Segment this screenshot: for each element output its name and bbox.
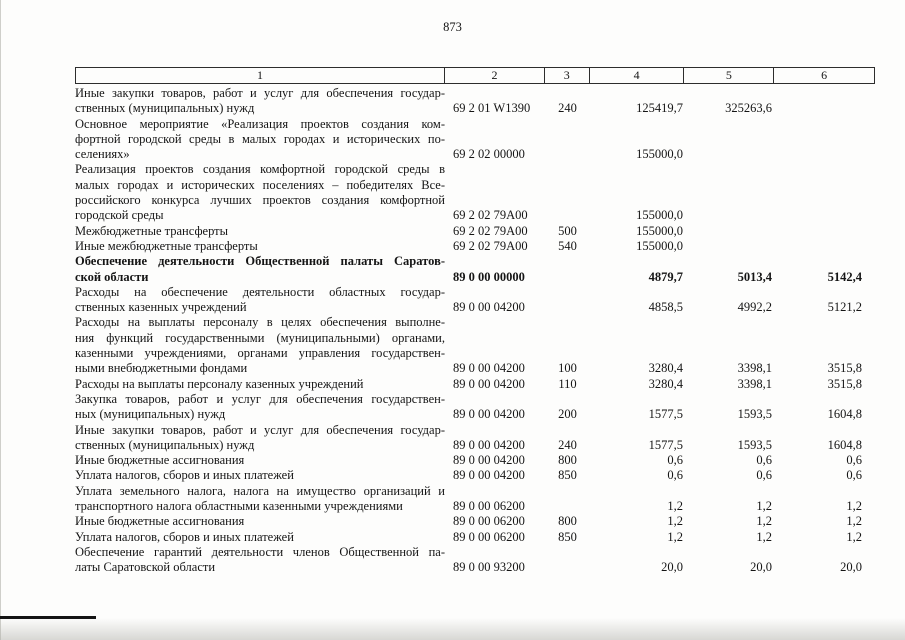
cell-name: Уплата земельного налога, налога на имущество организаций и транспортного налога областными казенными учреждениями bbox=[75, 483, 445, 514]
cell-amount-2: 0,6 bbox=[756, 468, 772, 483]
cell-target-code: 89 0 00 04200 bbox=[453, 361, 525, 376]
cell-name: Иные закупки товаров, работ и услуг для обеспечения государ- ственных (муниципальных) нужд bbox=[75, 86, 445, 116]
cell-amount-1: 4879,7 bbox=[648, 269, 683, 284]
cell-name: Уплата налогов, сборов и иных платежей bbox=[75, 468, 294, 483]
table-row bbox=[75, 468, 875, 483]
cell-amount-1: 155000,0 bbox=[636, 147, 683, 162]
cell-name: Межбюджетные трансферты bbox=[75, 223, 229, 238]
cell-expense-kind: 800 bbox=[558, 514, 577, 529]
cell-target-code: 69 2 01 W1390 bbox=[453, 101, 531, 116]
cell-target-code: 69 2 02 79A00 bbox=[453, 223, 528, 238]
table-row bbox=[75, 453, 875, 468]
table-row bbox=[75, 254, 875, 285]
cell-expense-kind: 850 bbox=[558, 468, 577, 483]
cell-expense-kind: 200 bbox=[558, 407, 577, 422]
column-header-3: 3 bbox=[545, 68, 590, 83]
cell-expense-kind: 110 bbox=[558, 376, 577, 391]
cell-amount-3: 0,6 bbox=[846, 468, 862, 483]
cell-target-code: 89 0 00 06200 bbox=[453, 529, 525, 544]
cell-amount-2: 0,6 bbox=[756, 453, 772, 468]
cell-target-code: 89 0 00 04200 bbox=[453, 437, 525, 452]
cell-amount-1: 1,2 bbox=[667, 499, 683, 514]
table-header-row bbox=[75, 67, 875, 84]
cell-target-code: 89 0 00 04200 bbox=[453, 300, 525, 315]
cell-amount-3: 20,0 bbox=[840, 560, 862, 575]
table-row bbox=[75, 285, 875, 316]
cell-target-code: 89 0 00 06200 bbox=[453, 514, 525, 529]
column-header-1: 1 bbox=[76, 68, 445, 83]
column-header-6: 6 bbox=[821, 68, 828, 82]
cell-amount-2: 20,0 bbox=[750, 560, 772, 575]
scan-bottom-shade bbox=[0, 618, 905, 640]
table-body bbox=[75, 84, 875, 576]
cell-amount-1: 3280,4 bbox=[648, 376, 683, 391]
cell-name: Иные бюджетные ассигнования bbox=[75, 453, 245, 468]
cell-amount-1: 155000,0 bbox=[636, 223, 683, 238]
table-row bbox=[75, 484, 875, 515]
table-row bbox=[75, 162, 875, 223]
cell-expense-kind: 240 bbox=[558, 101, 577, 116]
cell-amount-1: 125419,7 bbox=[636, 101, 683, 116]
cell-target-code: 89 0 00 04200 bbox=[453, 376, 525, 391]
cell-name: Расходы на выплаты персоналу казенных учреждений bbox=[75, 376, 364, 391]
cell-expense-kind: 540 bbox=[558, 238, 577, 253]
cell-amount-3: 1,2 bbox=[846, 529, 862, 544]
cell-amount-2: 5013,4 bbox=[737, 269, 772, 284]
cell-expense-kind: 850 bbox=[558, 529, 577, 544]
cell-target-code: 69 2 02 79A00 bbox=[453, 208, 528, 223]
cell-amount-1: 155000,0 bbox=[636, 238, 683, 253]
cell-amount-1: 0,6 bbox=[667, 453, 683, 468]
cell-target-code: 89 0 00 93200 bbox=[453, 560, 525, 575]
cell-name: Обеспечение гарантий деятельности членов Общественной па- латы Саратовской области bbox=[75, 544, 445, 575]
scan-left-edge bbox=[0, 0, 1, 640]
cell-amount-3: 3515,8 bbox=[827, 376, 862, 391]
cell-amount-3: 1604,8 bbox=[827, 437, 862, 452]
cell-target-code: 89 0 00 00000 bbox=[453, 269, 525, 284]
cell-expense-kind: 100 bbox=[558, 361, 577, 376]
cell-name: Закупка товаров, работ и услуг для обеспечения государствен- ных (муниципальных) нужд bbox=[75, 391, 445, 422]
cell-amount-2: 1,2 bbox=[756, 499, 772, 514]
cell-amount-3: 0,6 bbox=[846, 453, 862, 468]
cell-name: Обеспечение деятельности Общественной палаты Саратов- ской области bbox=[75, 254, 445, 284]
cell-amount-3: 1,2 bbox=[846, 499, 862, 514]
cell-amount-1: 1577,5 bbox=[648, 407, 683, 422]
cell-amount-1: 20,0 bbox=[661, 560, 683, 575]
table-row bbox=[75, 514, 875, 529]
table-row bbox=[75, 315, 875, 376]
table-row bbox=[75, 392, 875, 423]
cell-target-code: 89 0 00 04200 bbox=[453, 468, 525, 483]
cell-name: Иные бюджетные ассигнования bbox=[75, 514, 245, 529]
table-row bbox=[75, 224, 875, 239]
cell-amount-2: 1,2 bbox=[756, 529, 772, 544]
table-row bbox=[75, 239, 875, 254]
cell-amount-3: 1,2 bbox=[846, 514, 862, 529]
table-row bbox=[75, 530, 875, 545]
cell-expense-kind: 800 bbox=[558, 453, 577, 468]
cell-amount-2: 3398,1 bbox=[737, 361, 772, 376]
cell-amount-2: 325263,6 bbox=[725, 101, 772, 116]
cell-amount-1: 0,6 bbox=[667, 468, 683, 483]
table-row bbox=[75, 117, 875, 163]
cell-amount-1: 1577,5 bbox=[648, 437, 683, 452]
cell-target-code: 89 0 00 04200 bbox=[453, 453, 525, 468]
cell-expense-kind: 500 bbox=[558, 223, 577, 238]
cell-target-code: 69 2 02 00000 bbox=[453, 147, 525, 162]
cell-amount-3: 5121,2 bbox=[827, 300, 862, 315]
cell-amount-2: 4992,2 bbox=[737, 300, 772, 315]
page-number: 873 bbox=[443, 20, 462, 34]
cell-amount-3: 3515,8 bbox=[827, 361, 862, 376]
cell-amount-2: 3398,1 bbox=[737, 376, 772, 391]
table-row bbox=[75, 545, 875, 576]
cell-amount-1: 3280,4 bbox=[648, 361, 683, 376]
cell-name: Расходы на выплаты персоналу в целях обеспечения выполне- ния функций государственными (муниципальными) органами, казенными учреждениями, органами управления государствен- ными внебюджетными фондами bbox=[75, 315, 445, 376]
column-header-2: 2 bbox=[445, 68, 545, 83]
table-row bbox=[75, 377, 875, 392]
cell-name: Основное мероприятие «Реализация проектов создания ком- фортной городской среды в малых городах и исторических по- селениях» bbox=[75, 116, 445, 162]
cell-amount-1: 1,2 bbox=[667, 529, 683, 544]
cell-target-code: 69 2 02 79A00 bbox=[453, 238, 528, 253]
cell-amount-1: 4858,5 bbox=[648, 300, 683, 315]
cell-amount-2: 1,2 bbox=[756, 514, 772, 529]
table-row bbox=[75, 86, 875, 117]
cell-amount-3: 1604,8 bbox=[827, 407, 862, 422]
cell-target-code: 89 0 00 04200 bbox=[453, 407, 525, 422]
cell-name: Иные закупки товаров, работ и услуг для обеспечения государ- ственных (муниципальных) нужд bbox=[75, 422, 445, 452]
cell-name: Расходы на обеспечение деятельности областных государ- ственных казенных учреждений bbox=[75, 284, 445, 315]
column-header-4: 4 bbox=[590, 68, 685, 83]
cell-target-code: 89 0 00 06200 bbox=[453, 499, 525, 514]
cell-name: Уплата налогов, сборов и иных платежей bbox=[75, 529, 294, 544]
budget-table bbox=[75, 67, 875, 576]
cell-amount-2: 1593,5 bbox=[737, 437, 772, 452]
cell-amount-1: 155000,0 bbox=[636, 208, 683, 223]
column-header-5: 5 bbox=[684, 68, 774, 83]
cell-amount-3: 5142,4 bbox=[827, 269, 862, 284]
cell-name: Реализация проектов создания комфортной городской среды в малых городах и исторических поселениях – победителях Все- российского конкурса лучших проектов создания комфортной городской среды bbox=[75, 162, 445, 223]
cell-amount-2: 1593,5 bbox=[737, 407, 772, 422]
cell-expense-kind: 240 bbox=[558, 437, 577, 452]
cell-amount-1: 1,2 bbox=[667, 514, 683, 529]
cell-name: Иные межбюджетные трансферты bbox=[75, 238, 258, 253]
table-row bbox=[75, 423, 875, 454]
